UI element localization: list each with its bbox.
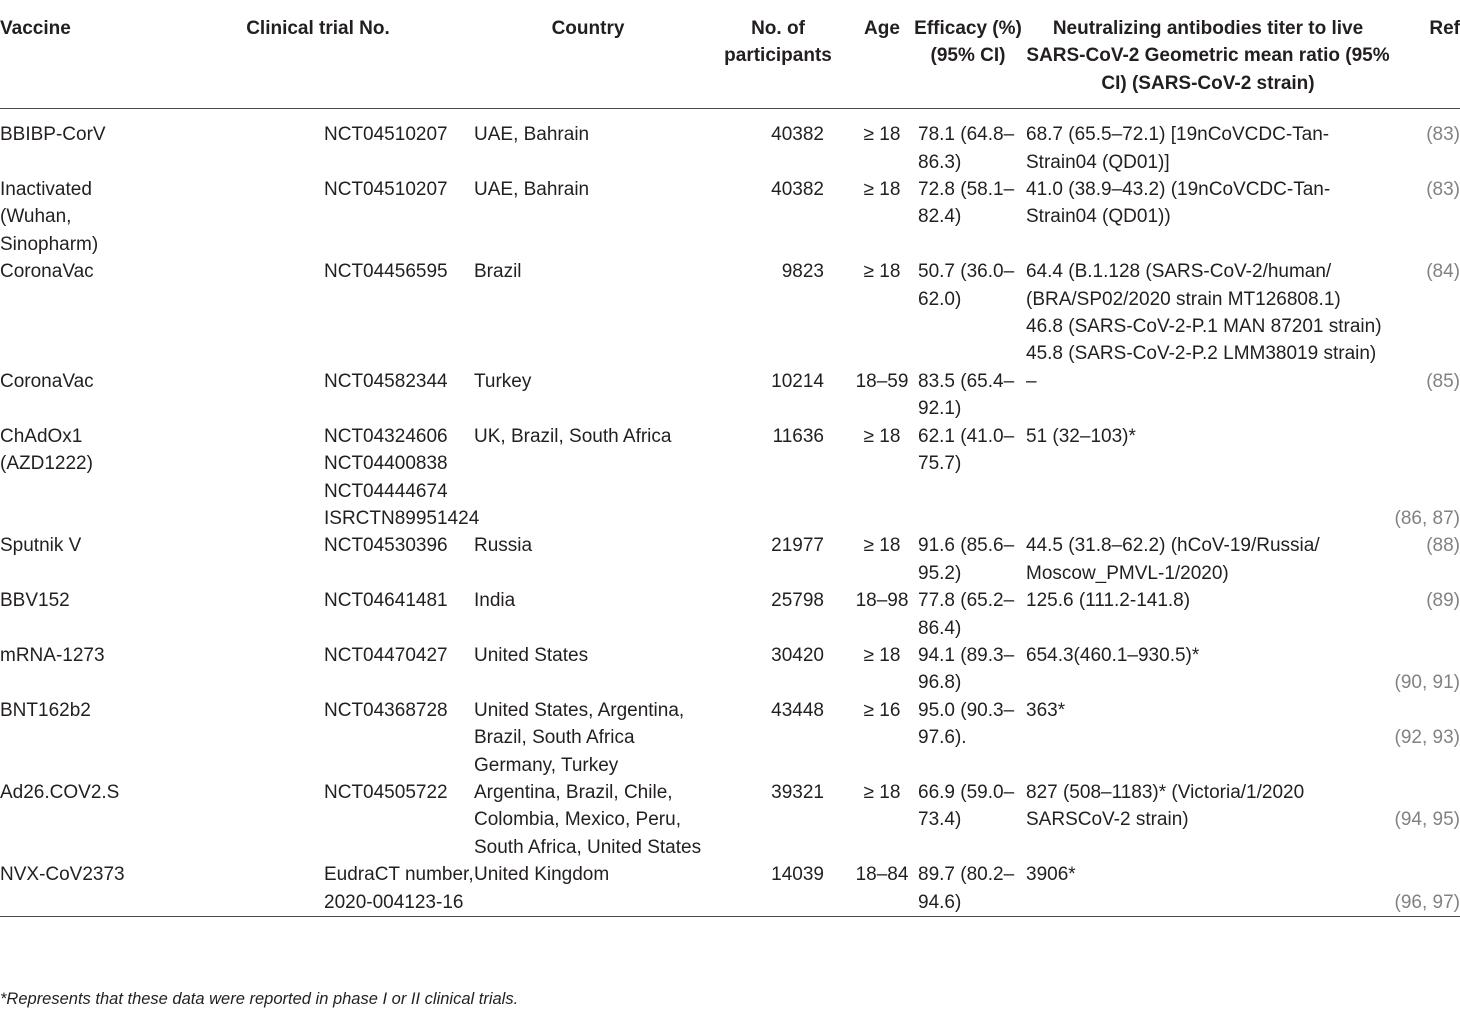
age-cell: ≥ 16 — [863, 699, 901, 721]
clinical-trial-cell: NCT04641481 — [324, 590, 448, 612]
reference-cell: (90, 91) — [1394, 672, 1460, 694]
age-cell: ≥ 18 — [863, 425, 901, 447]
antibody-titer-line: 68.7 (65.5–72.1) [19nCoVCDC-Tan-Strain04 (QD01)] — [1026, 124, 1330, 173]
age-cell: ≥ 18 — [863, 535, 901, 557]
efficacy-cell: 62.1 (41.0–75.7) — [918, 425, 1015, 475]
reference-cell: (86, 87) — [1394, 507, 1460, 529]
country-cell: United Kingdom — [474, 864, 610, 886]
antibody-titer-line: 827 (508–1183)* (Victoria/1/2020 SARSCoV-2 strain) — [1026, 781, 1305, 831]
table-row — [0, 697, 1460, 779]
neutralizing-antibodies-cell — [1026, 697, 1390, 779]
efficacy-cell: 66.9 (59.0–73.4) — [918, 781, 1015, 831]
country-cell: UAE, Bahrain — [474, 179, 590, 201]
vaccine-cell: Inactivated (Wuhan, Sinopharm) — [0, 179, 99, 255]
participants-cell: 11636 — [772, 425, 824, 447]
vaccine-cell: CoronaVac — [0, 370, 94, 392]
clinical-trial-cell: NCT04510207 — [324, 179, 448, 201]
country-cell: Turkey — [474, 370, 532, 392]
vaccine-efficacy-table — [0, 11, 1460, 917]
clinical-trial-cell: NCT04324606 NCT04400838 NCT04444674 ISRCTN89951424 — [324, 425, 480, 529]
reference-cell: (89) — [1426, 590, 1460, 612]
participants-cell: 40382 — [771, 179, 824, 201]
table-row — [0, 861, 1460, 916]
efficacy-cell: 72.8 (58.1–82.4) — [918, 179, 1015, 228]
clinical-trial-cell: NCT04456595 — [324, 261, 448, 283]
neutralizing-antibodies-cell — [1026, 109, 1390, 176]
vaccine-cell: Sputnik V — [0, 535, 82, 557]
table-row — [0, 368, 1460, 423]
antibody-titer-line: 654.3(460.1–930.5)* — [1026, 644, 1200, 666]
country-cell: Brazil — [474, 261, 522, 283]
country-cell: United States, Argentina, Brazil, South Africa Germany, Turkey — [474, 699, 685, 776]
reference-cell: (92, 93) — [1394, 727, 1460, 749]
header-ref: Ref — [1429, 18, 1460, 39]
table-body — [0, 109, 1460, 917]
efficacy-cell: 89.7 (80.2–94.6) — [918, 864, 1015, 913]
age-cell: ≥ 18 — [863, 644, 901, 666]
reference-cell: (96, 97) — [1394, 891, 1460, 913]
antibody-titer-line: 45.8 (SARS-CoV-2-P.2 LMM38019 strain) — [1026, 343, 1377, 365]
age-cell: 18–84 — [855, 864, 909, 886]
age-cell: ≥ 18 — [863, 261, 901, 283]
age-cell: ≥ 18 — [863, 124, 901, 146]
header-neutralizing-antibodies: Neutralizing antibodies titer to live SARS-CoV-2 Geometric mean ratio (95% CI) (SARS-CoV-2 strain) — [1026, 18, 1390, 94]
vaccine-cell: Ad26.COV2.S — [0, 781, 120, 803]
neutralizing-antibodies-cell — [1026, 861, 1390, 916]
table-row — [0, 176, 1460, 258]
vaccine-cell: CoronaVac — [0, 261, 94, 283]
participants-cell: 43448 — [771, 699, 824, 721]
antibody-titer-line: 51 (32–103)* — [1026, 425, 1136, 447]
clinical-trial-cell: NCT04530396 — [324, 535, 448, 557]
neutralizing-antibodies-cell — [1026, 642, 1390, 697]
country-cell: Russia — [474, 535, 533, 557]
country-cell: India — [474, 590, 516, 612]
efficacy-cell: 83.5 (65.4–92.1) — [918, 370, 1015, 420]
clinical-trial-cell: NCT04510207 — [324, 124, 448, 146]
participants-cell: 30420 — [771, 644, 824, 666]
participants-cell: 25798 — [771, 590, 824, 612]
reference-cell: (83) — [1426, 124, 1460, 146]
table-row — [0, 532, 1460, 587]
neutralizing-antibodies-cell — [1026, 779, 1390, 861]
antibody-titer-line: – — [1026, 370, 1037, 392]
table-footnote: *Represents that these data were reported in phase I or II clinical trials. — [0, 990, 519, 1008]
header-efficacy: Efficacy (%) (95% CI) — [914, 18, 1022, 67]
header-clinical-trial: Clinical trial No. — [246, 18, 390, 39]
table-row — [0, 779, 1460, 861]
neutralizing-antibodies-cell — [1026, 258, 1390, 368]
reference-cell: (94, 95) — [1394, 809, 1460, 831]
header-age: Age — [864, 18, 900, 39]
antibody-titer-line: 46.8 (SARS-CoV-2-P.1 MAN 87201 strain) — [1026, 316, 1382, 338]
neutralizing-antibodies-cell — [1026, 587, 1390, 642]
header-participants: No. of participants — [724, 18, 832, 67]
participants-cell: 14039 — [771, 864, 824, 886]
efficacy-cell: 95.0 (90.3–97.6). — [918, 699, 1015, 749]
age-cell: 18–98 — [855, 590, 909, 612]
neutralizing-antibodies-cell — [1026, 176, 1390, 258]
antibody-titer-line: 3906* — [1026, 864, 1076, 886]
table-row — [0, 258, 1460, 368]
age-cell: ≥ 18 — [863, 179, 901, 201]
vaccine-cell: ChAdOx1 (AZD1222) — [0, 425, 93, 475]
clinical-trial-cell: EudraCT number, 2020-004123-16 — [324, 864, 474, 913]
participants-cell: 40382 — [771, 124, 824, 146]
table-row — [0, 587, 1460, 642]
vaccine-cell: mRNA-1273 — [0, 644, 105, 666]
age-cell: 18–59 — [855, 370, 909, 392]
table-row — [0, 109, 1460, 176]
efficacy-cell: 94.1 (89.3–96.8) — [918, 644, 1015, 694]
country-cell: Argentina, Brazil, Chile, Colombia, Mexico, Peru, South Africa, United States — [474, 781, 702, 858]
clinical-trial-cell: NCT04505722 — [324, 781, 448, 803]
vaccine-cell: BBIBP-CorV — [0, 124, 106, 146]
country-cell: United States — [474, 644, 589, 666]
header-vaccine: Vaccine — [0, 18, 71, 39]
reference-cell: (84) — [1426, 261, 1460, 283]
table-row — [0, 642, 1460, 697]
reference-cell: (85) — [1426, 370, 1460, 392]
efficacy-cell: 77.8 (65.2–86.4) — [918, 590, 1015, 639]
neutralizing-antibodies-cell — [1026, 368, 1390, 423]
country-cell: UAE, Bahrain — [474, 124, 590, 146]
neutralizing-antibodies-cell — [1026, 532, 1390, 587]
header-country: Country — [551, 18, 625, 39]
clinical-trial-cell: NCT04582344 — [324, 370, 448, 392]
table-header-row — [0, 11, 1460, 109]
reference-cell: (83) — [1426, 179, 1460, 201]
participants-cell: 39321 — [771, 781, 824, 803]
efficacy-cell: 78.1 (64.8–86.3) — [918, 124, 1015, 173]
country-cell: UK, Brazil, South Africa — [474, 425, 672, 447]
antibody-titer-line: 44.5 (31.8–62.2) (hCoV-19/Russia/ Moscow_PMVL-1/2020) — [1026, 535, 1320, 584]
antibody-titer-line: 64.4 (B.1.128 (SARS-CoV-2/human/ (BRA/SP02/2020 strain MT126808.1) — [1026, 261, 1341, 310]
participants-cell: 10214 — [771, 370, 824, 392]
vaccine-cell: BNT162b2 — [0, 699, 91, 721]
participants-cell: 9823 — [781, 261, 824, 283]
vaccine-cell: BBV152 — [0, 590, 70, 612]
clinical-trial-cell: NCT04368728 — [324, 699, 448, 721]
antibody-titer-line: 363* — [1026, 699, 1066, 721]
clinical-trial-cell: NCT04470427 — [324, 644, 448, 666]
participants-cell: 21977 — [771, 535, 824, 557]
vaccine-cell: NVX-CoV2373 — [0, 864, 125, 886]
efficacy-cell: 91.6 (85.6–95.2) — [918, 535, 1015, 584]
age-cell: ≥ 18 — [863, 781, 901, 803]
neutralizing-antibodies-cell — [1026, 423, 1390, 533]
table-row — [0, 423, 1460, 533]
antibody-titer-line: 125.6 (111.2-141.8) — [1026, 590, 1191, 612]
antibody-titer-line: 41.0 (38.9–43.2) (19nCoVCDC-Tan-Strain04 (QD01)) — [1026, 179, 1331, 228]
efficacy-cell: 50.7 (36.0–62.0) — [918, 261, 1015, 310]
reference-cell: (88) — [1426, 535, 1460, 557]
